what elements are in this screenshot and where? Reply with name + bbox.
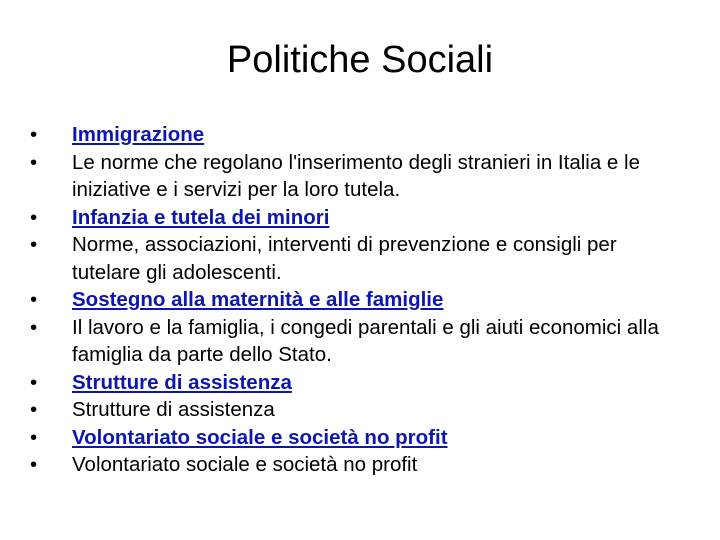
bullet-icon: • bbox=[30, 233, 38, 256]
list-item bbox=[30, 396, 690, 424]
list-item bbox=[30, 231, 690, 286]
bullet-icon: • bbox=[30, 150, 38, 174]
bullet-icon: • bbox=[30, 205, 38, 229]
list-item bbox=[30, 424, 690, 452]
list-item bbox=[30, 286, 690, 314]
bullet-icon: • bbox=[30, 288, 38, 311]
link-infanzia-tutela-minori[interactable]: Infanzia e tutela dei minori bbox=[72, 205, 330, 229]
link-sostegno-maternita-famiglie[interactable]: Sostegno alla maternità e alle famiglie bbox=[72, 288, 444, 311]
item-description: Il lavoro e la famiglia, i congedi parentali e gli aiuti economici alla famiglia da parte dello Stato. bbox=[72, 315, 659, 366]
bullet-icon: • bbox=[30, 453, 38, 476]
item-description: Norme, associazioni, interventi di prevenzione e consigli per tutelare gli adolescenti. bbox=[72, 233, 617, 284]
list-item bbox=[30, 369, 690, 397]
bullet-icon: • bbox=[30, 425, 38, 449]
bullet-list bbox=[30, 121, 690, 479]
link-immigrazione[interactable]: Immigrazione bbox=[72, 123, 205, 146]
list-item bbox=[30, 314, 690, 369]
list-item bbox=[30, 121, 690, 149]
list-item bbox=[30, 451, 690, 479]
bullet-icon: • bbox=[30, 370, 38, 394]
bullet-icon: • bbox=[30, 315, 38, 339]
link-volontariato-sociale[interactable]: Volontariato sociale e società no profit bbox=[72, 425, 448, 449]
slide-title: Politiche Sociali bbox=[226, 39, 494, 81]
link-strutture-assistenza[interactable]: Strutture di assistenza bbox=[72, 370, 292, 394]
list-item bbox=[30, 149, 690, 204]
bullet-icon: • bbox=[30, 123, 38, 146]
item-description: Le norme che regolano l'inserimento degli stranieri in Italia e le iniziative e i servizi per la loro tutela. bbox=[72, 150, 640, 201]
list-item bbox=[30, 204, 690, 232]
bullet-icon: • bbox=[30, 398, 38, 421]
item-description: Volontariato sociale e società no profit bbox=[72, 453, 418, 476]
item-description: Strutture di assistenza bbox=[72, 398, 275, 421]
